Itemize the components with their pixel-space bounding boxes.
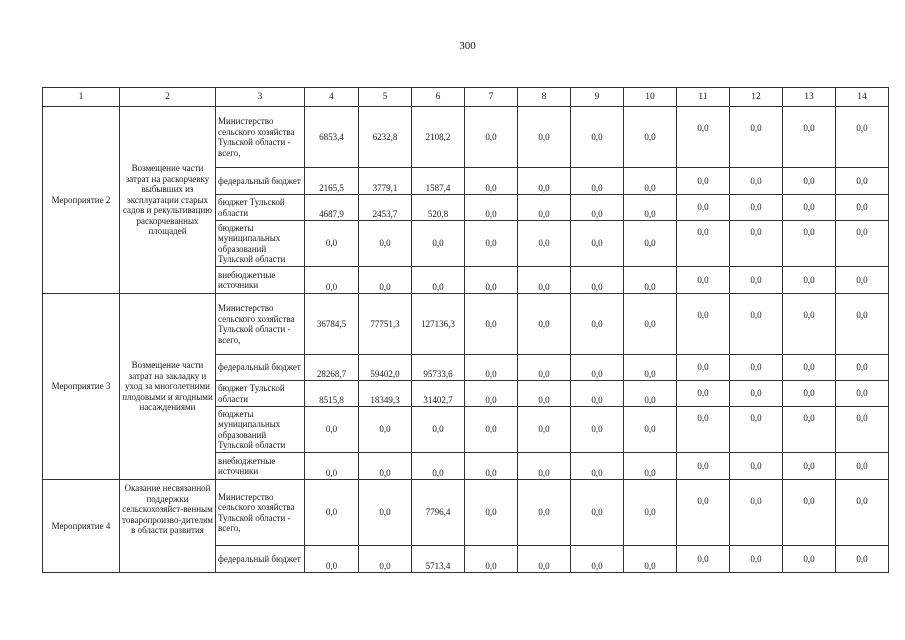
value-cell: 0,0: [677, 355, 730, 381]
funding-source: Министерство сельского хозяйства Тульской области - всего,: [216, 294, 305, 355]
value-cell: 0,0: [465, 381, 518, 407]
value-cell: 0,0: [677, 480, 730, 546]
value-cell: 0,0: [518, 355, 571, 381]
value-cell: 0,0: [571, 407, 624, 453]
column-header: 8: [518, 88, 571, 107]
column-header: 7: [465, 88, 518, 107]
table-row: [43, 294, 889, 355]
column-header: 10: [624, 88, 677, 107]
value-cell: 0,0: [783, 221, 836, 267]
column-header: 9: [571, 88, 624, 107]
value-cell: 0,0: [465, 453, 518, 480]
value-cell: 8515,8: [305, 381, 359, 407]
value-cell: 0,0: [783, 195, 836, 221]
value-cell: 0,0: [624, 107, 677, 168]
funding-source: внебюджетные источники: [216, 453, 305, 480]
value-cell: 0,0: [359, 221, 412, 267]
column-header: 4: [305, 88, 359, 107]
value-cell: 0,0: [677, 168, 730, 195]
value-cell: 0,0: [465, 355, 518, 381]
value-cell: 0,0: [624, 221, 677, 267]
column-header-row: [43, 88, 889, 107]
value-cell: 0,0: [836, 546, 889, 573]
value-cell: 95733,6: [412, 355, 465, 381]
value-cell: 520,8: [412, 195, 465, 221]
value-cell: 5713,4: [412, 546, 465, 573]
measure-description: Оказание несвязанной поддержки сельскохозяйст-венным товаропроизво-дителям в области развития: [120, 480, 216, 573]
value-cell: 2165,5: [305, 168, 359, 195]
value-cell: 0,0: [571, 381, 624, 407]
value-cell: 0,0: [677, 221, 730, 267]
value-cell: 0,0: [518, 195, 571, 221]
value-cell: 0,0: [571, 480, 624, 546]
value-cell: 0,0: [836, 381, 889, 407]
measure-name: Мероприятие 4: [43, 480, 120, 573]
value-cell: 0,0: [305, 267, 359, 294]
table-row: [43, 480, 889, 546]
value-cell: 127136,3: [412, 294, 465, 355]
column-header: 13: [783, 88, 836, 107]
value-cell: 0,0: [783, 480, 836, 546]
value-cell: 0,0: [730, 195, 783, 221]
value-cell: 0,0: [518, 294, 571, 355]
value-cell: 0,0: [677, 267, 730, 294]
value-cell: 0,0: [677, 195, 730, 221]
value-cell: 0,0: [518, 381, 571, 407]
value-cell: 0,0: [624, 407, 677, 453]
value-cell: 36784,5: [305, 294, 359, 355]
value-cell: 0,0: [465, 546, 518, 573]
measure-name: Мероприятие 3: [43, 294, 120, 480]
value-cell: 0,0: [730, 294, 783, 355]
measure-description: Возмещение части затрат на раскорчевку выбывших из эксплуатации старых садов и рекультивацию раскорчеванных площадей: [120, 107, 216, 294]
measure-name: Мероприятие 2: [43, 107, 120, 294]
value-cell: 0,0: [412, 221, 465, 267]
value-cell: 0,0: [359, 453, 412, 480]
value-cell: 0,0: [677, 407, 730, 453]
value-cell: 0,0: [677, 381, 730, 407]
value-cell: 0,0: [359, 480, 412, 546]
value-cell: 0,0: [518, 453, 571, 480]
value-cell: 7796,4: [412, 480, 465, 546]
value-cell: 0,0: [624, 480, 677, 546]
value-cell: 0,0: [730, 546, 783, 573]
value-cell: 0,0: [518, 480, 571, 546]
funding-source: бюджеты муниципальных образований Тульской области: [216, 221, 305, 267]
value-cell: 0,0: [571, 195, 624, 221]
value-cell: 0,0: [783, 168, 836, 195]
value-cell: 59402,0: [359, 355, 412, 381]
value-cell: 0,0: [571, 107, 624, 168]
value-cell: 6232,8: [359, 107, 412, 168]
value-cell: 0,0: [518, 107, 571, 168]
value-cell: 0,0: [836, 107, 889, 168]
value-cell: 0,0: [836, 195, 889, 221]
value-cell: 0,0: [783, 546, 836, 573]
value-cell: 31402,7: [412, 381, 465, 407]
value-cell: 0,0: [465, 267, 518, 294]
value-cell: 0,0: [677, 294, 730, 355]
value-cell: 0,0: [836, 221, 889, 267]
value-cell: 0,0: [730, 480, 783, 546]
value-cell: 0,0: [465, 195, 518, 221]
column-header: 2: [120, 88, 216, 107]
value-cell: 0,0: [730, 267, 783, 294]
page-number: 300: [459, 40, 476, 52]
value-cell: 0,0: [783, 294, 836, 355]
value-cell: 0,0: [412, 407, 465, 453]
value-cell: 0,0: [730, 168, 783, 195]
table-row: [43, 107, 889, 168]
value-cell: 0,0: [730, 107, 783, 168]
value-cell: 18349,3: [359, 381, 412, 407]
value-cell: 0,0: [836, 480, 889, 546]
funding-source: Министерство сельского хозяйства Тульской области - всего,: [216, 107, 305, 168]
column-header: 6: [412, 88, 465, 107]
value-cell: 0,0: [624, 168, 677, 195]
value-cell: 0,0: [465, 480, 518, 546]
value-cell: 0,0: [836, 453, 889, 480]
value-cell: 3779,1: [359, 168, 412, 195]
value-cell: 0,0: [518, 221, 571, 267]
value-cell: 0,0: [783, 355, 836, 381]
value-cell: 0,0: [730, 221, 783, 267]
value-cell: 0,0: [624, 294, 677, 355]
value-cell: 1587,4: [412, 168, 465, 195]
column-header: 14: [836, 88, 889, 107]
funding-source: бюджеты муниципальных образований Тульской области: [216, 407, 305, 453]
value-cell: 0,0: [783, 407, 836, 453]
funding-source: бюджет Тульской области: [216, 381, 305, 407]
value-cell: 0,0: [465, 294, 518, 355]
value-cell: 77751,3: [359, 294, 412, 355]
value-cell: 0,0: [465, 407, 518, 453]
value-cell: 0,0: [677, 107, 730, 168]
value-cell: 0,0: [571, 221, 624, 267]
column-header: 3: [216, 88, 305, 107]
value-cell: 0,0: [305, 221, 359, 267]
budget-table: [42, 87, 889, 573]
funding-source: федеральный бюджет: [216, 168, 305, 195]
value-cell: 0,0: [624, 267, 677, 294]
value-cell: 0,0: [836, 355, 889, 381]
value-cell: 0,0: [518, 546, 571, 573]
value-cell: 0,0: [359, 546, 412, 573]
value-cell: 0,0: [836, 267, 889, 294]
value-cell: 0,0: [571, 294, 624, 355]
value-cell: 0,0: [305, 407, 359, 453]
value-cell: 0,0: [730, 453, 783, 480]
funding-source: бюджет Тульской области: [216, 195, 305, 221]
value-cell: 0,0: [836, 168, 889, 195]
value-cell: 0,0: [412, 453, 465, 480]
measure-description: Возмещение части затрат на закладку и уход за многолетними плодовыми и ягодными насаждениями: [120, 294, 216, 480]
column-header: 12: [730, 88, 783, 107]
column-header: 11: [677, 88, 730, 107]
value-cell: 0,0: [518, 267, 571, 294]
value-cell: 0,0: [783, 107, 836, 168]
value-cell: 0,0: [624, 195, 677, 221]
value-cell: 0,0: [465, 168, 518, 195]
value-cell: 6853,4: [305, 107, 359, 168]
value-cell: 0,0: [836, 407, 889, 453]
value-cell: 0,0: [730, 355, 783, 381]
value-cell: 0,0: [571, 168, 624, 195]
value-cell: 0,0: [836, 294, 889, 355]
value-cell: 0,0: [518, 407, 571, 453]
value-cell: 2108,2: [412, 107, 465, 168]
column-header: 1: [43, 88, 120, 107]
funding-source: внебюджетные источники: [216, 267, 305, 294]
value-cell: 0,0: [624, 453, 677, 480]
value-cell: 0,0: [305, 453, 359, 480]
value-cell: 0,0: [305, 480, 359, 546]
value-cell: 0,0: [624, 546, 677, 573]
value-cell: 0,0: [783, 267, 836, 294]
value-cell: 0,0: [518, 168, 571, 195]
value-cell: 28268,7: [305, 355, 359, 381]
value-cell: 0,0: [412, 267, 465, 294]
value-cell: 0,0: [305, 546, 359, 573]
value-cell: 0,0: [730, 381, 783, 407]
funding-source: Министерство сельского хозяйства Тульской области - всего,: [216, 480, 305, 546]
value-cell: 0,0: [624, 381, 677, 407]
value-cell: 0,0: [571, 546, 624, 573]
value-cell: 0,0: [571, 453, 624, 480]
value-cell: 0,0: [783, 381, 836, 407]
value-cell: 0,0: [624, 355, 677, 381]
funding-source: федеральный бюджет: [216, 355, 305, 381]
value-cell: 0,0: [359, 407, 412, 453]
value-cell: 0,0: [783, 453, 836, 480]
value-cell: 4687,9: [305, 195, 359, 221]
value-cell: 0,0: [465, 221, 518, 267]
value-cell: 0,0: [677, 453, 730, 480]
value-cell: 0,0: [571, 355, 624, 381]
value-cell: 0,0: [465, 107, 518, 168]
value-cell: 0,0: [571, 267, 624, 294]
funding-source: федеральный бюджет: [216, 546, 305, 573]
value-cell: 0,0: [359, 267, 412, 294]
value-cell: 0,0: [677, 546, 730, 573]
value-cell: 0,0: [730, 407, 783, 453]
column-header: 5: [359, 88, 412, 107]
value-cell: 2453,7: [359, 195, 412, 221]
